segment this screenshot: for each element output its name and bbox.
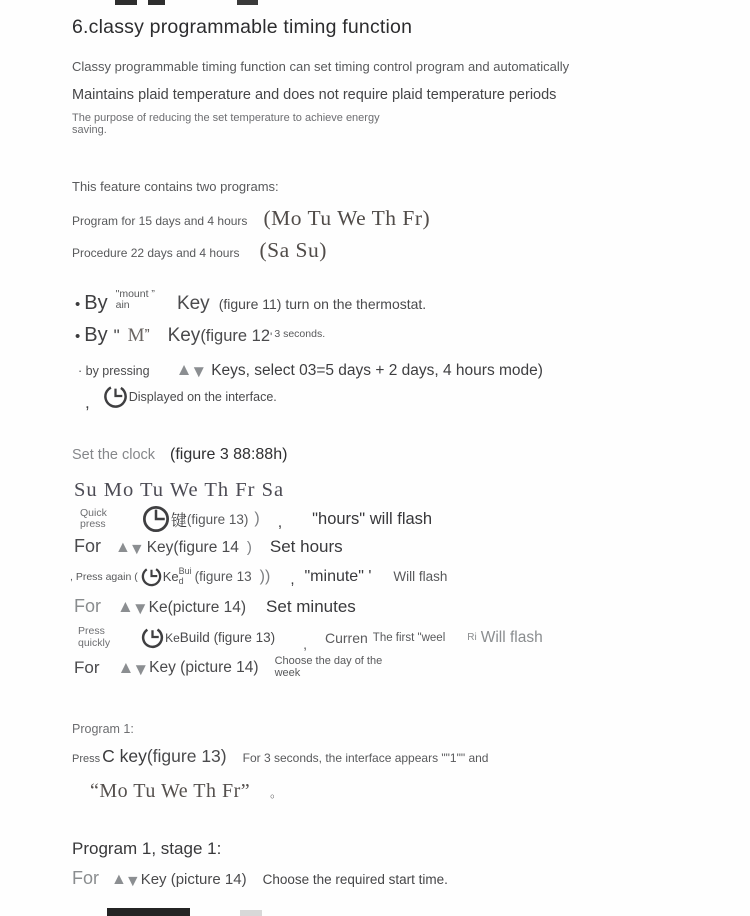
by-label: By: [84, 292, 108, 314]
intro-text-2: Maintains plaid temperature and does not require plaid temperature periods: [72, 87, 557, 103]
bullet-line-power: [75, 288, 427, 315]
program-row-label: Program for 15 days and 4 hours: [72, 214, 248, 228]
action-text: Choose the required start time.: [262, 872, 448, 887]
arrow-keys: [117, 597, 149, 617]
up-triangle-icon: ▲: [111, 871, 127, 888]
comma-mark: ,: [277, 514, 283, 531]
display-text: Displayed on the interface.: [128, 389, 277, 404]
build-label: [179, 567, 192, 586]
clock-step-5: [78, 625, 543, 650]
for-label: For: [72, 868, 99, 888]
key-label: Key (picture 14): [149, 658, 259, 676]
program-row-days: (Mo Tu We Th Fr): [263, 206, 431, 230]
down-triangle-icon: ▼: [131, 599, 149, 618]
program-row: [72, 238, 327, 263]
clock-step-2: [74, 536, 343, 557]
bullet-text: (figure 11) turn on the thermostat.: [218, 296, 427, 312]
close-quote: ”: [144, 326, 150, 343]
build-figure-ref: Build (figure 13): [179, 630, 276, 645]
figure-ref: (figure 13): [146, 746, 227, 766]
quick-press-label: [80, 508, 107, 531]
artifact-bar: [237, 0, 258, 5]
seconds-note: 3 seconds.: [274, 328, 326, 340]
clock-step-1: [80, 504, 432, 534]
choose-day-line1: Choose the day of the: [274, 655, 383, 667]
appears-text: For 3 seconds, the interface appears ""1"" and: [242, 751, 489, 765]
stage1-line: [72, 868, 448, 889]
week-days-display: Su Mo Tu We Th Fr Sa: [74, 479, 285, 501]
figure-ref: (figure 13): [186, 511, 249, 527]
figure-ref: (figure 14: [173, 539, 239, 556]
paren-mark: ): [246, 539, 252, 556]
c-key-label: C key: [102, 746, 147, 766]
clock-step-3: [70, 565, 447, 588]
key-char: 键: [170, 512, 187, 530]
set-clock-figure: (figure 3 88:88h): [170, 446, 288, 463]
down-triangle-icon: ▼: [190, 362, 208, 381]
comma-mark: ,: [303, 635, 307, 652]
arrow-keys: [176, 360, 208, 380]
down-triangle-icon: ▼: [132, 659, 150, 679]
result-text: "hours" will flash: [312, 509, 433, 528]
set-clock-label: Set the clock: [72, 447, 156, 463]
clock-step-4: [74, 596, 356, 617]
open-quote: ": [113, 326, 120, 345]
for-label: For: [74, 596, 101, 616]
arrow-keys: [115, 539, 145, 557]
m-key-glyph: M: [127, 325, 145, 346]
key-label: Ke: [165, 630, 180, 645]
by-label: By: [84, 324, 108, 346]
key-label: Ke: [148, 599, 168, 616]
up-triangle-icon: ▲: [117, 657, 135, 677]
bullet-line-m-key: [75, 324, 325, 347]
minute-text: "minute" ': [304, 567, 372, 585]
build-line1: Bui: [178, 565, 192, 576]
result-text: Will flash: [480, 628, 543, 646]
program-row: [72, 206, 430, 231]
artifact-bar: [240, 910, 262, 916]
ri-label: Ri: [467, 632, 477, 643]
feature-heading: This feature contains two programs:: [72, 179, 279, 194]
up-triangle-icon: ▲: [175, 360, 193, 379]
set-clock-heading: [72, 446, 287, 464]
build-line2: d: [178, 575, 184, 586]
paren-mark: ): [254, 510, 260, 527]
key-label: Key: [167, 325, 201, 346]
intro-text-1: Classy programmable timing function can set timing control program and automatically: [72, 59, 570, 74]
page-title: 6.classy programmable timing function: [72, 16, 413, 38]
action-text: Set hours: [269, 537, 343, 556]
key-label: Key: [146, 539, 174, 556]
for-label: For: [74, 657, 100, 677]
result-text: Will flash: [393, 569, 448, 584]
program1-heading: Program 1:: [72, 722, 134, 736]
key-label: Ke: [162, 569, 179, 584]
clock-step-6: [74, 656, 382, 680]
quick-press-line2: press: [80, 518, 106, 530]
paren-mark: )): [259, 567, 271, 585]
intro-note: [72, 113, 380, 137]
figure-ref: (figure 13: [194, 569, 252, 584]
bullet-dot: •: [75, 328, 81, 345]
action-text: Set minutes: [266, 597, 356, 616]
press-quickly-line1: Press: [78, 625, 105, 638]
down-triangle-icon: ▼: [124, 873, 141, 890]
mountain-key-line1: "mount ”: [115, 288, 155, 300]
clock-icon: [102, 383, 129, 410]
key-label: Key: [176, 293, 210, 314]
up-triangle-icon: ▲: [117, 597, 134, 616]
mountain-key-label: [116, 289, 155, 312]
bullet-line-pressing: [78, 360, 543, 380]
program1-line: [72, 746, 488, 767]
for-label: For: [74, 536, 101, 556]
clock-icon: [141, 504, 171, 534]
clock-icon: [140, 625, 165, 650]
first-week-text: The first "weel: [372, 631, 446, 644]
select-mode-text: Keys, select 03=5 days + 2 days, 4 hours mode): [211, 362, 543, 379]
period-mark: 。: [270, 786, 283, 800]
choose-day-line2: week: [274, 666, 301, 679]
current-text: Curren: [325, 629, 368, 646]
intro-note-line2: saving.: [72, 123, 107, 136]
artifact-bar: [115, 0, 137, 5]
stage1-heading: Program 1, stage 1:: [72, 839, 222, 858]
arrow-keys: [111, 871, 141, 889]
pressing-label: · by pressing: [78, 364, 150, 378]
figure-ref: (picture 14): [167, 599, 247, 616]
mountain-key-line2: ain: [115, 299, 130, 312]
press-label: Press: [72, 753, 101, 765]
program1-days-line: [90, 780, 282, 803]
intro-note-line1: The purpose of reducing the set temperature to achieve energy: [72, 112, 380, 124]
bullet-line-display: [85, 383, 277, 410]
choose-day-note: [275, 656, 383, 680]
bullet-dot: •: [75, 296, 81, 313]
weekday-quote: “Mo Tu We Th Fr”: [90, 780, 251, 802]
figure-ref: (figure 12: [200, 327, 271, 345]
press-quickly-line2: quickly: [78, 636, 111, 649]
comma-mark: ,: [85, 392, 90, 412]
key-label: Key (picture 14): [140, 871, 247, 888]
program-row-label: Procedure 22 days and 4 hours: [72, 246, 240, 260]
down-triangle-icon: ▼: [128, 541, 145, 558]
up-triangle-icon: ▲: [115, 539, 131, 556]
press-quickly-label: [78, 626, 110, 649]
program-row-days: (Sa Su): [259, 238, 327, 262]
artifact-bar: [148, 0, 165, 5]
quick-press-line1: Quick: [80, 506, 107, 519]
press-again-label: , Press again (: [70, 570, 138, 583]
comma-mark: ,: [290, 571, 295, 588]
arrow-keys: [118, 658, 150, 678]
artifact-bar: [107, 908, 190, 916]
tick-mark: ': [270, 330, 273, 344]
clock-icon: [140, 565, 163, 588]
